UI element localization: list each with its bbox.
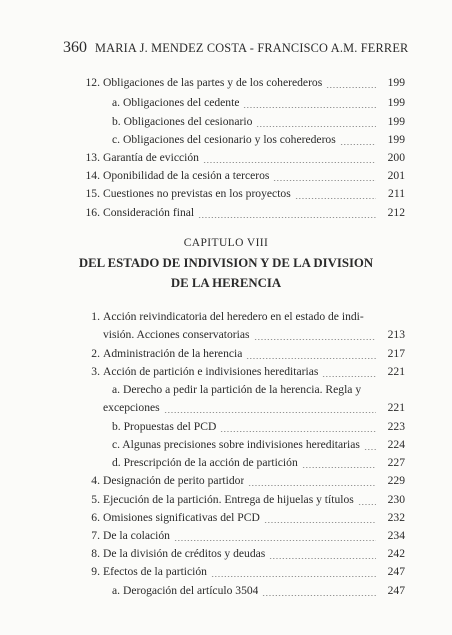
leader-dots xyxy=(340,144,376,145)
leader-dots xyxy=(248,485,376,486)
toc-entry-text: excepciones xyxy=(103,401,160,414)
toc-entry-page: 247 xyxy=(387,565,405,578)
toc-entry xyxy=(0,149,452,167)
toc-entry-text: d. Prescripción de la acción de partición xyxy=(112,456,298,469)
toc-entry-page: 200 xyxy=(387,151,405,164)
toc-entry-text: visión. Acciones conservatorias xyxy=(103,328,250,341)
toc-entry-text: Consideración final xyxy=(103,206,195,219)
toc-entry xyxy=(0,436,452,454)
toc-entry-text: a. Derogación del artículo 3504 xyxy=(112,584,259,597)
toc-entry-page: 213 xyxy=(387,328,405,341)
running-title: MARIA J. MENDEZ COSTA - FRANCISCO A.M. FERRER xyxy=(95,41,409,55)
toc-entry xyxy=(0,131,452,149)
toc-entry-text: a. Derecho a pedir la partición de la herencia. Regla y xyxy=(112,383,362,396)
leader-dots xyxy=(246,358,376,359)
toc-entry xyxy=(0,326,452,344)
toc-entry xyxy=(0,472,452,490)
leader-dots xyxy=(302,467,376,468)
toc-entry-page: 199 xyxy=(387,76,405,89)
chapter-title-line1: DEL ESTADO DE INDIVISION Y DE LA DIVISION xyxy=(78,256,374,270)
toc-entry-page: 201 xyxy=(387,169,405,182)
leader-dots xyxy=(211,576,376,577)
toc-entry-text: a. Obligaciones del cedente xyxy=(112,96,240,109)
page-number: 360 xyxy=(63,39,87,56)
toc-entry xyxy=(0,94,452,112)
leader-dots xyxy=(264,522,376,523)
toc-entry xyxy=(0,563,452,581)
leader-dots xyxy=(269,558,376,559)
toc-entry-page: 224 xyxy=(387,438,405,451)
leader-dots xyxy=(164,412,376,413)
toc-entry-number: 15. xyxy=(85,187,100,200)
toc-entry xyxy=(0,308,452,326)
toc-entry-page: 221 xyxy=(387,401,405,414)
toc-entry xyxy=(0,491,452,509)
toc-entry-number: 8. xyxy=(91,547,100,560)
toc-entry-text: c. Obligaciones del cesionario y los coherederos xyxy=(112,133,336,146)
toc-entry-page: 229 xyxy=(387,474,405,487)
page-header xyxy=(63,39,422,59)
toc-entry-text: Ejecución de la partición. Entrega de hijuelas y títulos xyxy=(103,493,354,506)
toc-entry xyxy=(0,74,452,92)
toc-entry-number: 1. xyxy=(91,310,100,323)
toc-entry-page: 247 xyxy=(387,584,405,597)
toc-entry xyxy=(0,399,452,417)
toc-entry-text: Cuestiones no previstas en los proyectos xyxy=(103,187,291,200)
toc-entry xyxy=(0,582,452,600)
toc-entry-number: 4. xyxy=(91,474,100,487)
toc-entry xyxy=(0,381,452,399)
toc-entry-text: Administración de la herencia xyxy=(103,347,243,360)
toc-entry-page: 234 xyxy=(387,529,405,542)
toc-entry-text: Acción reivindicatoria del heredero en el estado de indi- xyxy=(103,310,364,323)
leader-dots xyxy=(256,126,376,127)
leader-dots xyxy=(273,180,376,181)
toc-entry-page: 212 xyxy=(387,206,405,219)
toc-entry-number: 14. xyxy=(85,169,100,182)
leader-dots xyxy=(326,87,376,88)
toc-entry-number: 3. xyxy=(91,365,100,378)
toc-entry-number: 16. xyxy=(85,206,100,219)
toc-entry xyxy=(0,167,452,185)
chapter-label: CAPITULO VIII xyxy=(183,237,269,249)
leader-dots xyxy=(220,431,376,432)
toc-entry-number: 9. xyxy=(91,565,100,578)
toc-entry-page: 227 xyxy=(387,456,405,469)
toc-entry-text: b. Propuestas del PCD xyxy=(112,420,217,433)
leader-dots xyxy=(243,107,376,108)
toc-entry-page: 199 xyxy=(387,96,405,109)
toc-entry-page: 230 xyxy=(387,493,405,506)
toc-entry xyxy=(0,545,452,563)
toc-entry-page: 199 xyxy=(387,133,405,146)
leader-dots xyxy=(322,376,376,377)
toc-entry-page: 242 xyxy=(387,547,405,560)
toc-entry-page: 232 xyxy=(387,511,405,524)
leader-dots xyxy=(295,198,376,199)
toc-entry xyxy=(0,418,452,436)
leader-dots xyxy=(198,217,376,218)
toc-entry-number: 6. xyxy=(91,511,100,524)
toc-entry-page: 223 xyxy=(387,420,405,433)
toc-entry xyxy=(0,454,452,472)
toc-entry-page: 221 xyxy=(387,365,405,378)
toc-entry-text: Oponibilidad de la cesión a terceros xyxy=(103,169,270,182)
toc-entry-page: 211 xyxy=(388,187,405,200)
toc-entry-number: 12. xyxy=(85,76,100,89)
toc-entry-number: 7. xyxy=(91,529,100,542)
chapter-title-line2: DE LA HERENCIA xyxy=(170,276,282,290)
toc-entry xyxy=(0,527,452,545)
toc-entry-text: De la división de créditos y deudas xyxy=(103,547,266,560)
toc-entry xyxy=(0,185,452,203)
toc-entry-text: Omisiones significativas del PCD xyxy=(103,511,260,524)
leader-dots xyxy=(254,339,377,340)
toc-entry-text: Obligaciones de las partes y de los coherederos xyxy=(103,76,323,89)
leader-dots xyxy=(174,540,376,541)
toc-entry-text: Designación de perito partidor xyxy=(103,474,245,487)
toc-entry-number: 2. xyxy=(91,347,100,360)
leader-dots xyxy=(364,449,376,450)
toc-entry-page: 217 xyxy=(387,347,405,360)
leader-dots xyxy=(358,504,376,505)
toc-entry-text: b. Obligaciones del cesionario xyxy=(112,115,253,128)
toc-entry xyxy=(0,509,452,527)
leader-dots xyxy=(262,595,376,596)
toc-entry xyxy=(0,204,452,222)
toc-entry-text: c. Algunas precisiones sobre indivisiones hereditarias xyxy=(112,438,360,451)
toc-entry-number: 13. xyxy=(85,151,100,164)
toc-entry xyxy=(0,363,452,381)
toc-entry xyxy=(0,345,452,363)
toc-entry-number: 5. xyxy=(91,493,100,506)
toc-entry-page: 199 xyxy=(387,115,405,128)
toc-entry-text: De la colación xyxy=(103,529,170,542)
leader-dots xyxy=(203,162,376,163)
toc-entry-text: Garantía de evicción xyxy=(103,151,199,164)
toc-entry-text: Efectos de la partición xyxy=(103,565,207,578)
toc-entry xyxy=(0,113,452,131)
toc-entry-text: Acción de partición e indivisiones hereditarias xyxy=(103,365,319,378)
